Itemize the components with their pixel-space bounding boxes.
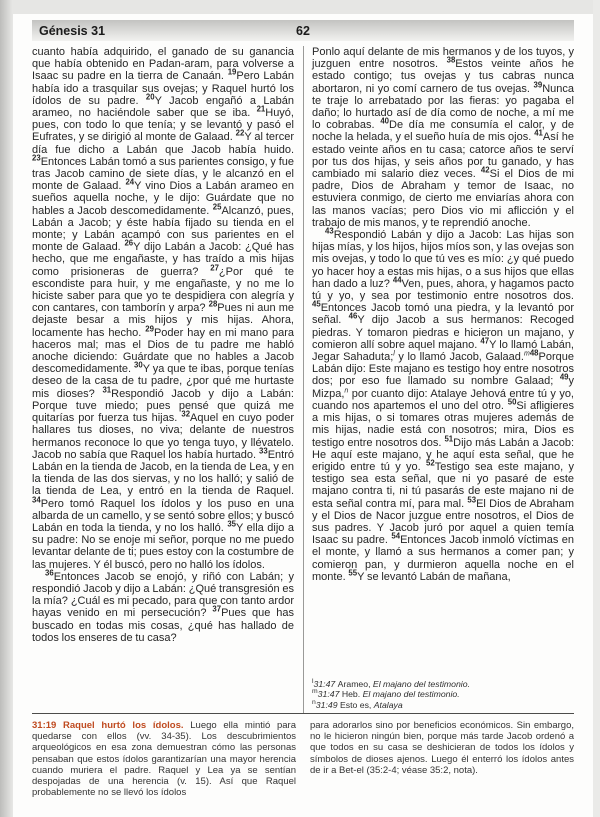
footnote-label: Esto es, xyxy=(339,699,374,710)
verse-number: 25 xyxy=(212,201,222,211)
scan-edge-right xyxy=(593,0,600,817)
page-header xyxy=(32,20,574,41)
page-number: 62 xyxy=(296,23,310,38)
verse-number: 50 xyxy=(507,397,517,407)
footnotes-block xyxy=(312,679,574,713)
scan-edge-left xyxy=(0,0,13,817)
footnote-marker: n xyxy=(344,387,349,395)
verse-number: 29 xyxy=(145,324,154,334)
verse-number: 31 xyxy=(102,385,112,395)
footnote-reference: 31:47 xyxy=(313,678,338,689)
verse-number: 19 xyxy=(227,67,237,77)
footnote-marker: m xyxy=(523,350,530,358)
footnote-text: El majano del testimonio. xyxy=(372,678,470,689)
footnote-marker: m xyxy=(312,688,318,696)
verse-number: 35 xyxy=(227,519,237,529)
verse-number: 44 xyxy=(392,275,402,285)
scripture-column-left xyxy=(32,46,303,713)
footnote-marker: l xyxy=(393,350,395,358)
verse-number: 20 xyxy=(145,92,155,102)
study-note-heading: 31:19 Raquel hurtó los ídolos. xyxy=(32,720,184,731)
footnote-label: Arameo, xyxy=(337,678,373,689)
verse-number: 43 xyxy=(325,226,334,236)
verse-number: 26 xyxy=(124,238,134,248)
study-note xyxy=(32,720,296,798)
study-notes xyxy=(32,720,574,798)
verse-number: 42 xyxy=(480,165,490,175)
verse-number: 38 xyxy=(446,55,456,65)
verse-number: 33 xyxy=(259,446,268,456)
footnote-label: Heb. xyxy=(341,689,363,700)
footnote xyxy=(312,689,574,699)
scripture-column-right xyxy=(303,46,574,713)
footnote-text: El majano del testimonio. xyxy=(362,689,460,700)
verse-number: 28 xyxy=(208,299,218,309)
footnote-text: Atalaya xyxy=(373,699,403,710)
verse-number: 37 xyxy=(212,604,222,614)
verse-number: 30 xyxy=(134,360,143,370)
scan-edge-top xyxy=(0,0,600,14)
verse-number: 41 xyxy=(534,128,543,138)
verse-number: 23 xyxy=(32,153,41,163)
scripture-columns xyxy=(32,46,574,713)
section-divider-rule xyxy=(32,713,574,714)
verse-number: 21 xyxy=(256,104,266,114)
verse-number: 40 xyxy=(380,116,390,126)
verse-number: 22 xyxy=(235,128,245,138)
footnote-marker: l xyxy=(312,677,314,685)
verse-number: 55 xyxy=(348,568,358,578)
verse-number: 54 xyxy=(391,531,401,541)
verse-number: 24 xyxy=(125,177,135,187)
verse-paragraph: Ponlo aquí delante de mis hermanos y de los tuyos, y juzguen entre nosotros. $^{38}$Estos veinte años he estado contigo; tus ovejas y tus cabras nunca abortaron, ni yo comí carnero de tus ovejas. $^{39}$Nunca te traje lo arrebatado por las fieras: yo pagaba el daño; lo hurtado así de día como de noche, a mí me lo cobrabas. $^{40}$De día me consumía el calor, y de noche la helada, y el sueño huía de mis ojos. $^{41}$Así he estado veinte años en tu casa; catorce años te serví por tus dos hijas, y seis años por tu ganado, y has cambiado mi salario diez veces. $^{42}$Si el Dios de mi padre, Dios de Abraham y temor de Isaac, no estuviera conmigo, de cierto me enviarías ahora con las manos vacías; pero Dios vio mi aflicción y el trabajo de mis manos, y te reprendió anoche. xyxy=(312,46,574,229)
verse-number: 47 xyxy=(480,336,490,346)
verse-number: 45 xyxy=(312,299,321,309)
verse-number: 46 xyxy=(348,311,358,321)
verse-number: 49 xyxy=(559,372,569,382)
verse-paragraph: $^{36}$Entonces Jacob se enojó, y riñó con Labán; y respondió Jacob y dijo a Labán: ¿Qué transgresión es la mía? ¿Cuál es mi pecado, para que con tanto ardor hayas venido en mi persecución? $^{37}$Pues que has buscado en todas mis cosas, ¿qué has hallado de todos los enseres de tu casa? xyxy=(32,568,294,644)
footnote xyxy=(312,700,574,710)
study-note-column-right xyxy=(303,720,574,798)
verse-number: 51 xyxy=(444,433,454,443)
book-chapter-title: Génesis 31 xyxy=(39,23,106,38)
verse-number: 52 xyxy=(426,458,435,468)
verse-number: 48 xyxy=(529,348,539,358)
study-note-text: Luego ella mintió para quedarse con ellos (vv. 34-35). Los descubrimientos arqueológicos en esa zona demuestran cómo las personas pensaban que estos ídolos garantizarían una mayor herencia cuando muriera el padre. Raquel y Lea ya se sentían despojadas de una herencia (v. 15). Así que Raquel probablemente no se llevó los ídolos xyxy=(32,720,297,799)
study-note-column-left xyxy=(32,720,303,798)
bible-page xyxy=(32,20,574,798)
footnote-reference: 31:47 xyxy=(317,689,342,700)
study-note-text-continued: para adorarlos sino por beneficios económicos. Sin embargo, no le hicieron ningún bien, porque más tarde Jacob ordenó a que todos en su casa se deshicieran de todos los ídolos y símbolos de dioses ajenos. Luego él enterró los ídolos antes de ir a Bet-el (35:2-4; véase 35:2, nota). xyxy=(310,720,574,776)
verse-number: 34 xyxy=(32,494,41,504)
verse-paragraph: cuanto había adquirido, el ganado de su ganancia que había obtenido en Padan-aram, para volverse a Isaac su padre en la tierra de Canaán. $^{19}$Pero Labán había ido a trasquilar sus ovejas; y Raquel hurtó los ídolos de su padre. $^{20}$Y Jacob engañó a Labán arameo, no haciéndole saber que se iba. $^{21}$Huyó, pues, con todo lo que tenía; y se levantó y pasó el Eufrates, y se dirigió al monte de Galaad. $^{22}$Y al tercer día fue dicho a Labán que Jacob había huido. $^{23}$Entonces Labán tomó a sus parientes consigo, y fue tras Jacob camino de siete días, y le alcanzó en el monte de Galaad. $^{24}$Y vino Dios a Labán arameo en sueños aquella noche, y le dijo: Guárdate que no hables a Jacob descomedidamente. $^{25}$Alcanzó, pues, Labán a Jacob; y éste había fijado su tienda en el monte; y Labán acampó con sus parientes en el monte de Galaad. $^{26}$Y dijo Labán a Jacob: ¿Qué has hecho, que me engañaste, y has traído a mis hijas como prisioneras de guerra? $^{27}$¿Por qué te escondiste para huir, y me engañaste, y no me lo hiciste saber para que yo te despidiera con alegría y con cantares, con tamborín y arpa? $^{28}$Pues ni aun me dejaste besar a mis hijos y mis hijas. Ahora, locamente has hecho. $^{29}$Poder hay en mi mano para haceros mal; mas el Dios de tu padre me habló anoche diciendo: Guárdate que no hables a Jacob descomedidamente. $^{30}$Y ya que te ibas, porque tenías deseo de la casa de tu padre, ¿por qué me hurtaste mis dioses? $^{31}$Respondió Jacob y dijo a Labán: Porque tuve miedo; pues pensé que quizá me quitarías por fuerza tus hijas. $^{32}$Aquel en cuyo poder hallares tus dioses, no viva; delante de nuestros hermanos reconoce lo que yo tenga tuyo, y llévatelo. Jacob no sabía que Raquel los había hurtado. $^{33}$Entró Labán en la tienda de Jacob, en la tienda de Lea, y en la tienda de las dos siervas, y no los halló; y salió de la tienda de Lea, y entró en la tienda de Raquel. $^{34}$Pero tomó Raquel los ídolos y los puso en una albarda de un camello, y se sentó sobre ellos; y buscó Labán en toda la tienda, y no los halló. $^{35}$Y ella dijo a su padre: No se enoje mi señor, porque no me puedo levantar delante de ti; pues estoy con la costumbre de las mujeres. Y él buscó, pero no halló los ídolos. xyxy=(32,46,294,571)
verse-number: 53 xyxy=(467,494,477,504)
verse-number: 36 xyxy=(45,568,54,578)
verse-number: 39 xyxy=(533,79,543,89)
footnote-marker: n xyxy=(312,698,316,706)
footnote-reference: 31:49 xyxy=(315,699,340,710)
footnote xyxy=(312,679,574,689)
verse-paragraph: $^{43}$Respondió Labán y dijo a Jacob: Las hijas son hijas mías, y los hijos, hijos míos son, y las ovejas son mis ovejas, y todo lo que tú ves es mío: ¿y qué puedo yo hacer hoy a estas mis hijas, o a sus hijos que ellas han dado a luz? $^{44}$Ven, pues, ahora, y hagamos pacto tú y yo, y sea por testimonio entre nosotros dos. $^{45}$Entonces Jacob tomó una piedra, y la levantó por señal. $^{46}$Y dijo Jacob a sus hermanos: Recoged piedras. Y tomaron piedras e hicieron un majano, y comieron allí sobre aquel majano. $^{47}$Y lo llamó Labán, Jegar Sahaduta;$^l$ y lo llamó Jacob, Galaad.$^{m48}$Porque Labán dijo: Este majano es testigo hoy entre nosotros dos; por eso fue llamado su nombre Galaad; $^{49}$y Mizpa,$^n$ por cuanto dijo: Atalaye Jehová entre tú y yo, cuando nos apartemos el uno del otro. $^{50}$Si afligieres a mis hijas, o si tomares otras mujeres además de mis hijas, nadie está con nosotros; mira, Dios es testigo entre nosotros dos. $^{51}$Dijo más Labán a Jacob: He aquí este majano, y he aquí esta señal, que he erigido entre tú y yo. $^{52}$Testigo sea este majano, y testigo sea esta señal, que ni yo pasaré de este majano contra ti, ni tú pasarás de este majano ni de esta señal contra mí, para mal. $^{53}$El Dios de Abraham y el Dios de Nacor juzgue entre nosotros, el Dios de sus padres. Y Jacob juró por aquel a quien temía Isaac su padre. $^{54}$Entonces Jacob inmoló víctimas en el monte, y llamó a sus hermanos a comer pan; y comieron pan, y durmieron aquella noche en el monte. $^{55}$Y se levantó Labán de mañana, xyxy=(312,226,575,583)
verse-number: 27 xyxy=(210,263,219,272)
verse-number: 32 xyxy=(181,409,191,419)
